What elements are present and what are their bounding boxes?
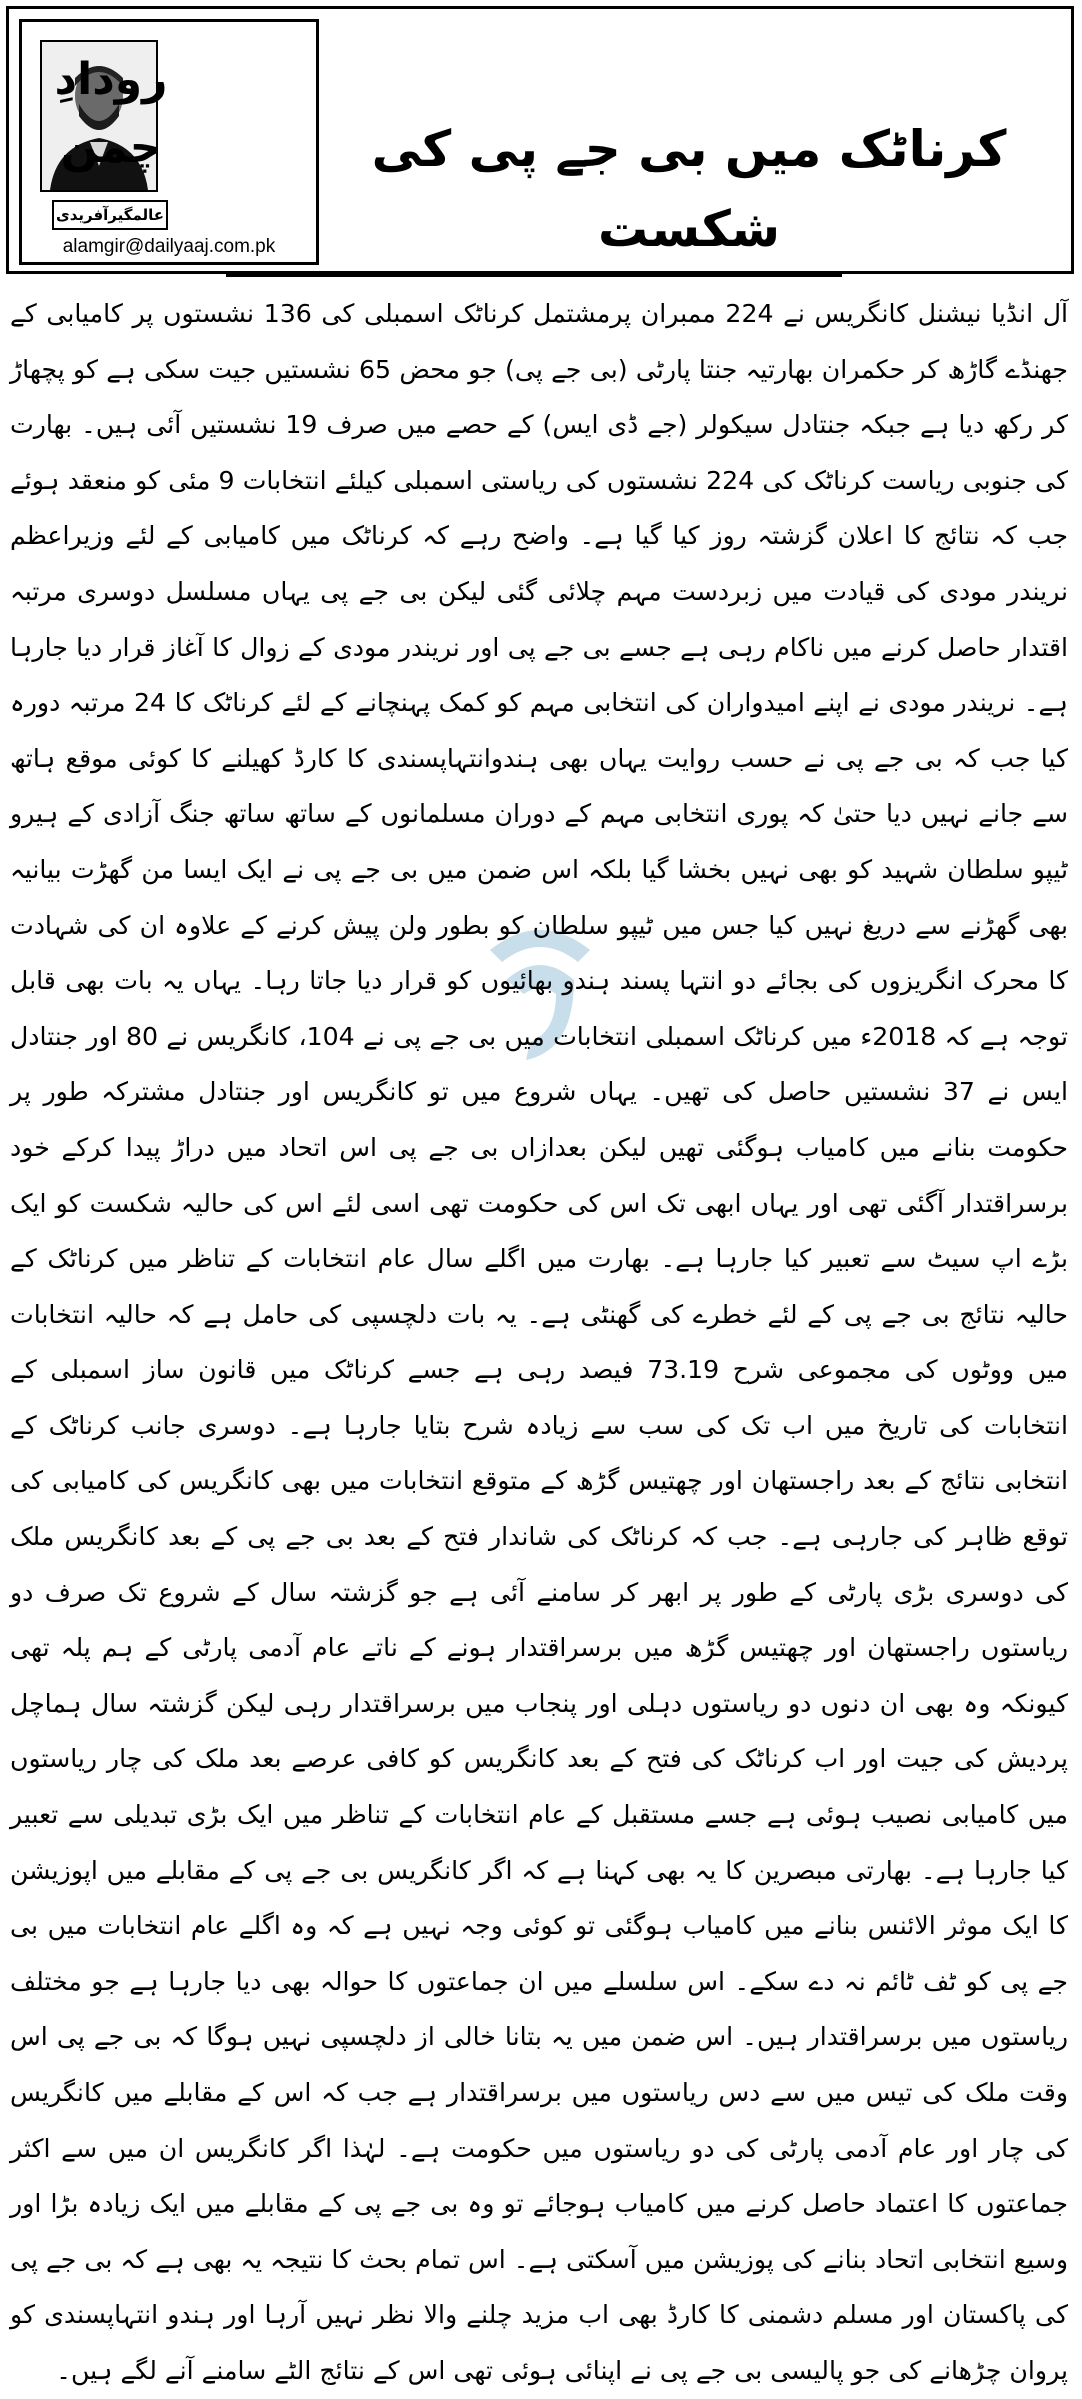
- divider-rule: [226, 272, 842, 277]
- headline: کرناٹک میں بی جے پی کی شکست: [371, 120, 1007, 258]
- author-box: [19, 19, 319, 265]
- column-name: رودادِ چمن: [54, 54, 168, 173]
- article-header: [6, 6, 1074, 274]
- author-email: alamgir@dailyaaj.com.pk: [62, 236, 276, 257]
- article-body: آل انڈیا نیشنل کانگریس نے 224 ممبران پرمشتمل کرناٹک اسمبلی کی 136 نشستوں پر کامیابی کے جھنڈے گاڑھ کر حکمران بھارتیہ جنتا پارٹی (بی جے پی) جو محض 65 نشستیں جیت سکی ہے کو پچھاڑ کر رکھ دیا ہے جبکہ جنتادل سیکولر (جے ڈی ایس) کے حصے میں صرف 19 نشستیں آئی ہیں۔ بھارت کی جنوبی ریاست کرناٹک کی 224 نشستوں کی ریاستی اسمبلی کیلئے انتخابات 9 مئی کو منعقد ہوئے جب کہ نتائج کا اعلان گزشتہ روز کیا گیا ہے۔ واضح رہے کہ کرناٹک میں کامیابی کے لئے وزیراعظم نریندر مودی کی قیادت میں زبردست مہم چلائی گئی لیکن بی جے پی یہاں مسلسل دوسری مرتبہ اقتدار حاصل کرنے میں ناکام رہی ہے جسے بی جے پی اور نریندر مودی کے زوال کا آغاز قرار دیا جارہا ہے۔ نریندر مودی نے اپنے امیدواران کی انتخابی مہم کو کمک پہنچانے کے لئے کرناٹک کا 24 مرتبہ دورہ کیا جب کہ بی جے پی نے حسب روایت یہاں بھی ہندوانتہاپسندی کا کارڈ کھیلنے کا کوئی موقع ہاتھ سے جانے نہیں دیا حتیٰ کہ پوری انتخابی مہم کے دوران مسلمانوں کے ساتھ ساتھ جنگ آزادی کے ہیرو ٹیپو سلطان شہید کو بھی نہیں بخشا گیا بلکہ اس ضمن میں بی جے پی نے ایک ایسا من گھڑت بیانیہ بھی گھڑنے سے دریغ نہیں کیا جس میں ٹیپو سلطان کو بطور ولن پیش کرنے کے علاوہ ان کی شہادت کا محرک انگریزوں کی بجائے دو انتہا پسند ہندو بھائیوں کو قرار دیا جاتا رہا۔ یہاں یہ بات بھی قابل توجہ ہے کہ 2018ء میں کرناٹک اسمبلی انتخابات میں بی جے پی نے 104، کانگریس نے 80 اور جنتادل ایس نے 37 نشستیں حاصل کی تھیں۔ یہاں شروع میں تو کانگریس اور جنتادل مشترکہ طور پر حکومت بنانے میں کامیاب ہوگئی تھیں لیکن بعدازاں بی جے پی اس اتحاد میں دراڑ پیدا کرکے خود برسراقتدار آگئی تھی اور یہاں ابھی تک اس کی حکومت تھی اسی لئے اس کی حالیہ شکست کو ایک بڑے اپ سیٹ سے تعبیر کیا جارہا ہے۔ بھارت میں اگلے سال عام انتخابات کے تناظر میں کرناٹک کے حالیہ نتائج بی جے پی کے لئے خطرے کی گھنٹی ہے۔ یہ بات دلچسپی کی حامل ہے کہ حالیہ انتخابات میں ووٹوں کی مجموعی شرح 73.19 فیصد رہی ہے جسے کرناٹک میں قانون ساز اسمبلی کے انتخابات کی تاریخ میں اب تک کی سب سے زیادہ شرح بتایا جارہا ہے۔ دوسری جانب کرناٹک کے انتخابی نتائج کے بعد راجستھان اور چھتیس گڑھ کے متوقع انتخابات میں بھی کانگریس کی کامیابی کی توقع ظاہر کی جارہی ہے۔ جب کہ کرناٹک کی شاندار فتح کے بعد بی جے پی کے بعد کانگریس ملک کی دوسری بڑی پارٹی کے طور پر ابھر کر سامنے آئی ہے جو گزشتہ سال کے شروع تک صرف دو ریاستوں راجستھان اور چھتیس گڑھ میں برسراقتدار ہونے کے ناتے عام آدمی پارٹی کے ہم پلہ تھی کیونکہ وہ بھی ان دنوں دو ریاستوں دہلی اور پنجاب میں برسراقتدار رہی لیکن گزشتہ سال ہماچل پردیش کی جیت اور اب کرناٹک کی فتح کے بعد کانگریس کو کافی عرصے بعد ملک کی چار ریاستوں میں کامیابی نصیب ہوئی ہے جسے مستقبل کے عام انتخابات کے تناظر میں ایک بڑی تبدیلی سے تعبیر کیا جارہا ہے۔ بھارتی مبصرین کا یہ بھی کہنا ہے کہ اگر کانگریس بی جے پی کے مقابلے میں اپوزیشن کا ایک موثر الائنس بنانے میں کامیاب ہوگئی تو کوئی وجہ نہیں ہے کہ وہ اگلے عام انتخابات میں بی جے پی کو ٹف ٹائم نہ دے سکے۔ اس سلسلے میں ان جماعتوں کا حوالہ بھی دیا جارہا ہے جو مختلف ریاستوں میں برسراقتدار ہیں۔ اس ضمن میں یہ بتانا خالی از دلچسپی نہیں ہوگا کہ بی جے پی اس وقت ملک کی تیس میں سے دس ریاستوں میں برسراقتدار ہے جب کہ اس کے مقابلے میں کانگریس کی چار اور عام آدمی پارٹی کی دو ریاستوں میں حکومت ہے۔ لہٰذا اگر کانگریس ان میں سے اکثر جماعتوں کا اعتماد حاصل کرنے میں کامیاب ہوجائے تو وہ بی جے پی کے مقابلے میں ایک زیادہ بڑا اور وسیع انتخابی اتحاد بنانے کی پوزیشن میں آسکتی ہے۔ اس تمام بحث کا نتیجہ یہ بھی ہے کہ بی جے پی کی پاکستان اور مسلم دشمنی کا کارڈ بھی اب مزید چلنے والا نظر نہیں آرہا اور ہندو انتہاپسندی کو پروان چڑھانے کی جو پالیسی بی جے پی نے اپنائی ہوئی تھی اس کے نتائج الٹے سامنے آنے لگے ہیں۔: [10, 299, 1069, 2385]
- author-name: عالمگیرآفریدی: [52, 200, 168, 230]
